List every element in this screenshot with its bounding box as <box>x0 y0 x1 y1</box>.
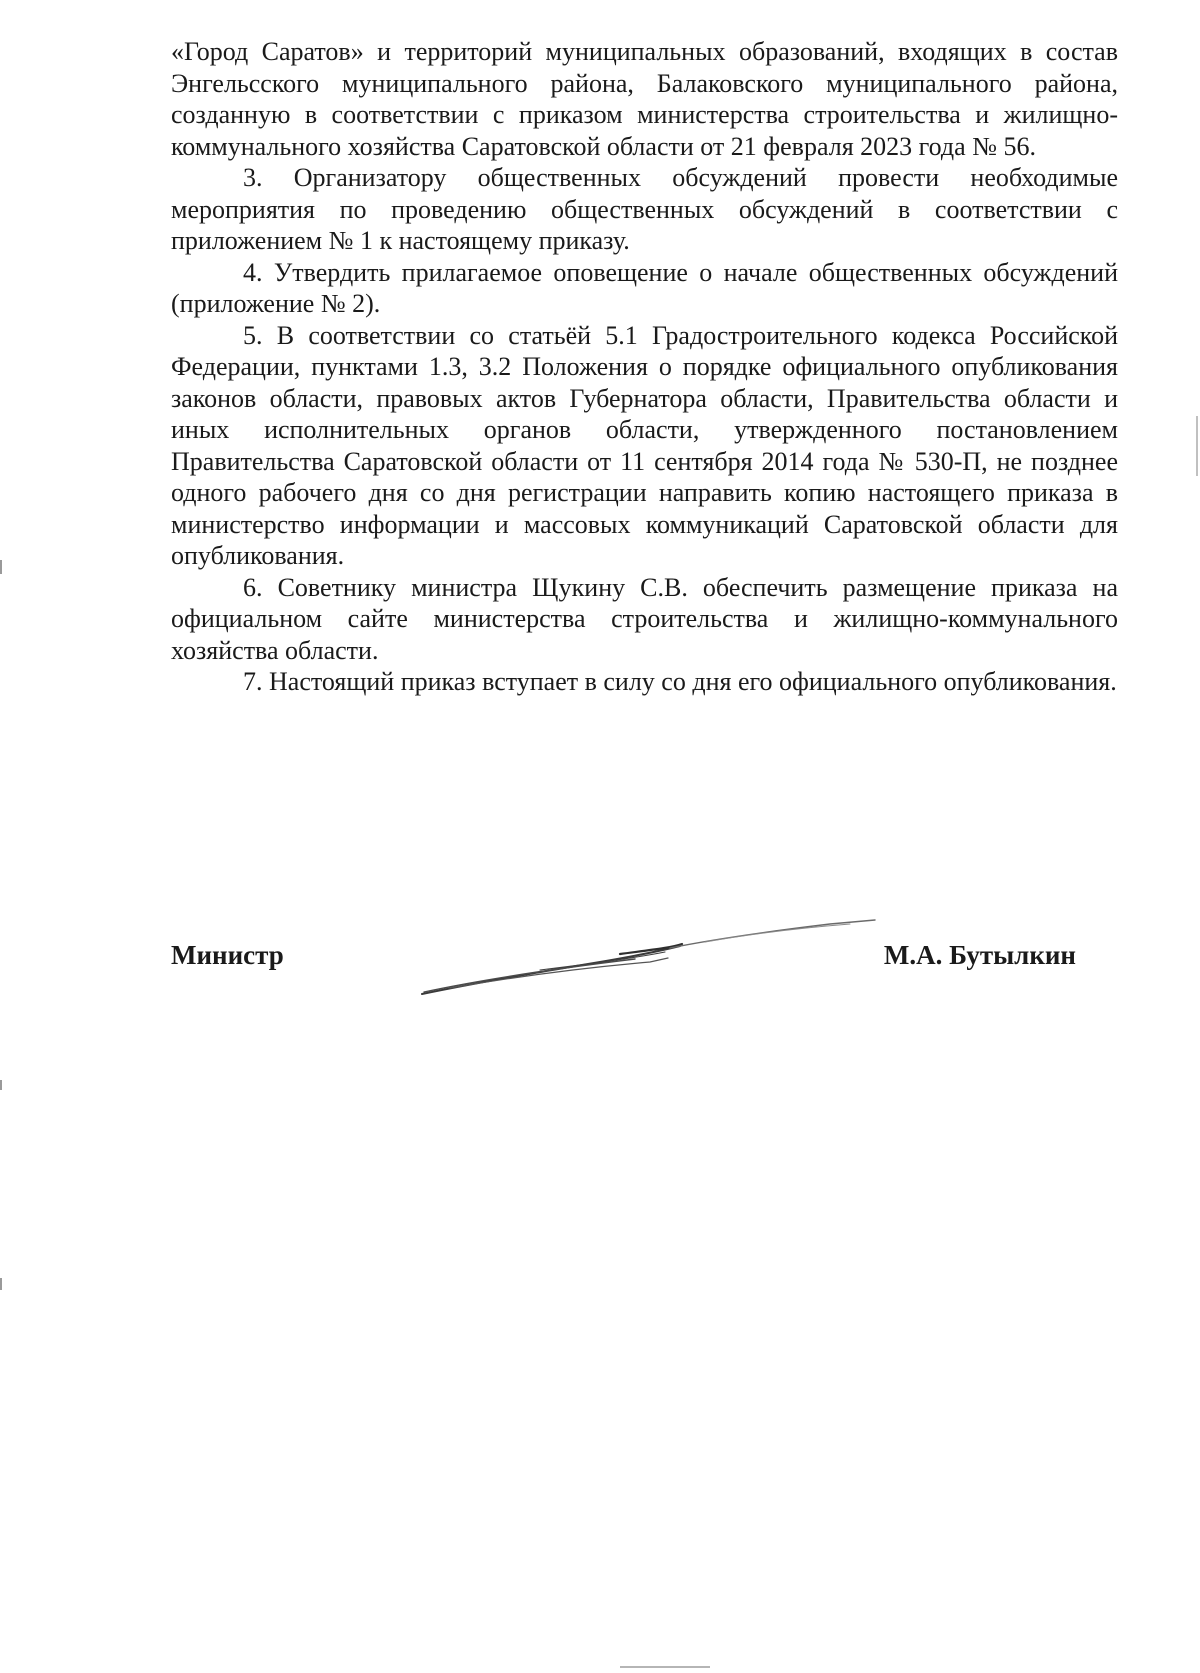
scan-edge-mark <box>0 1278 2 1290</box>
scan-edge-mark <box>0 560 2 574</box>
paragraph-item-6: 6. Советнику министра Щукину С.В. обеспечить размещение приказа на официальном сайте министерства строительства и жилищно-коммунального хозяйства области. <box>171 572 1118 665</box>
scan-edge-mark <box>1196 416 1198 476</box>
paragraph-item-4: 4. Утвердить прилагаемое оповещение о начале общественных обсуждений (приложение № 2). <box>171 257 1118 318</box>
signatory-name: М.А. Бутылкин <box>883 940 1076 970</box>
handwritten-signature <box>420 918 890 998</box>
paragraph-item-7: 7. Настоящий приказ вступает в силу со дня его официального опубликования. <box>243 667 1117 696</box>
paragraph-item-3: 3. Организатору общественных обсуждений провести необходимые мероприятия по проведению общественных обсуждений в соответствии с приложением № 1 к настоящему приказу. <box>171 163 1118 255</box>
paragraph-continuation: «Город Саратов» и территорий муниципальных образований, входящих в состав Энгельсского муниципального района, Балаковского муниципального района, созданную в соответствии с приказом министерства строительства и жилищно-коммунального хозяйства Саратовской области от 21 февраля 2023 года № 56. <box>171 37 1118 161</box>
scan-edge-mark <box>620 1666 710 1668</box>
document-body <box>171 36 1118 698</box>
paragraph-item-5: 5. В соответствии со статьёй 5.1 Градостроительного кодекса Российской Федерации, пунктами 1.3, 3.2 Положения о порядке официального опубликования законов области, правовых актов Губернатора области, Правительства области и иных исполнительных органов области, утвержденного постановлением Правительства Саратовской области от 11 сентября 2014 года № 530-П, не позднее одного рабочего дня со дня регистрации направить копию настоящего приказа в министерство информации и массовых коммуникаций Саратовской области для опубликования. <box>171 320 1118 570</box>
signatory-position: Министр <box>171 940 284 970</box>
scan-edge-mark <box>0 1080 2 1090</box>
